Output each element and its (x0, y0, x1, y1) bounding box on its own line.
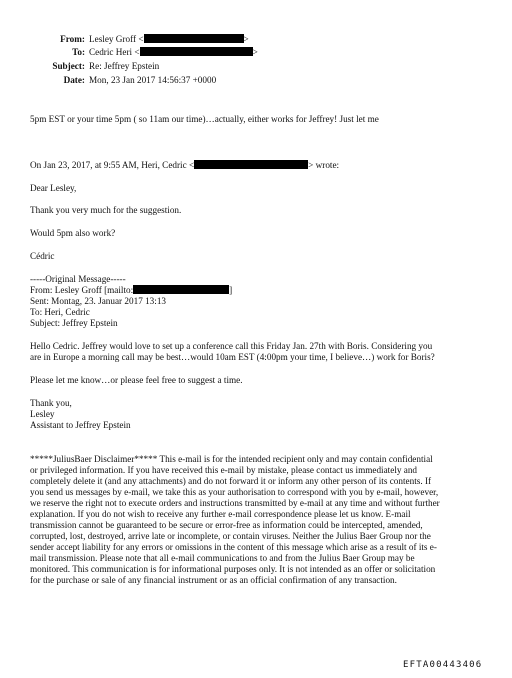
redaction-box (144, 34, 244, 43)
closing: Thank you, (30, 398, 72, 408)
subject-value: Re: Jeffrey Epstein (89, 61, 160, 71)
date-label: Date: (63, 75, 85, 85)
greeting: Dear Lesley, (30, 183, 77, 193)
subject-label: Subject: (52, 61, 85, 71)
disclaimer-line: or privileged information. If you have received this e-mail by mistake, please contact us immediately and (30, 465, 418, 475)
closing-name: Lesley (30, 409, 55, 419)
disclaimer-line: monitored. This communication is for informational purposes only. It is not intended as an offer or solicitation (30, 564, 436, 574)
to-value: Cedric Heri < > (89, 47, 258, 57)
disclaimer-line: completely delete it (and any attachments) and do not forward it or inform any other person of its contents. If (30, 476, 432, 486)
disclaimer-line: explanation. If you do not wish to receive any further e-mail correspondence please let us know. E-mail (30, 509, 411, 519)
date-value: Mon, 23 Jan 2017 14:56:37 +0000 (89, 75, 217, 85)
orig-sent: Sent: Montag, 23. Januar 2017 13:13 (30, 296, 167, 306)
orig-from: From: Lesley Groff [mailto: ] (30, 285, 233, 295)
quote-intro: On Jan 23, 2017, at 9:55 AM, Heri, Cedric < > wrote: (30, 160, 340, 170)
disclaimer-line: we reserve the right not to execute orders and instructions transmitted by e-mail at any time and without further (30, 498, 440, 508)
reply-line: 5pm EST or your time 5pm ( so 11am our time)…actually, either works for Jeffrey! Just let me (30, 114, 379, 124)
disclaimer-line: *****JuliusBaer Disclaimer***** This e-mail is for the intended recipient only and may contain confidential (30, 454, 433, 464)
from-value: Lesley Groff < > (89, 34, 249, 44)
redaction-box (194, 160, 308, 169)
disclaimer-line: sender accept liability for any errors or omissions in the content of this message which arise as a result of its e- (30, 542, 437, 552)
from-label: From: (60, 34, 85, 44)
paragraph-2: Please let me know…or please feel free to suggest a time. (30, 375, 243, 385)
disclaimer-line: corrupted, lost, destroyed, arrive late or incomplete, or contain viruses. Neither the Julius Baer Group nor the (30, 531, 431, 541)
disclaimer-line: mail transmission. Please note that all e-mail communications to and from the Julius Baer Group may be (30, 553, 415, 563)
original-message-marker: -----Original Message----- (30, 274, 126, 284)
disclaimer-line: you send us messages by e-mail, we take this as your authorisation to correspond with you by e-mail, however, (30, 487, 439, 497)
redaction-box (140, 47, 253, 56)
redaction-box (133, 285, 229, 294)
orig-subject: Subject: Jeffrey Epstein (30, 318, 118, 328)
paragraph-1-line-1: Hello Cedric. Jeffrey would love to set up a conference call this Friday Jan. 27th with Boris. Considering you (30, 341, 433, 351)
thanks-line: Thank you very much for the suggestion. (30, 205, 182, 215)
closing-title: Assistant to Jeffrey Epstein (30, 420, 131, 430)
paragraph-1-line-2: are in Europe a morning call may be best…would 10am EST (4:00pm your time, I believe…) work for Boris? (30, 352, 435, 362)
question-line: Would 5pm also work? (30, 228, 116, 238)
to-label: To: (72, 47, 85, 57)
bates-number: EFTA00443406 (403, 660, 483, 670)
orig-to: To: Heri, Cedric (30, 307, 90, 317)
disclaimer-line: transmission cannot be guaranteed to be secure or error-free as information could be intercepted, amended, (30, 520, 423, 530)
signature-cedric: Cédric (30, 251, 55, 261)
disclaimer-line: for the purchase or sale of any financial instrument or as an official confirmation of any transaction. (30, 575, 397, 585)
